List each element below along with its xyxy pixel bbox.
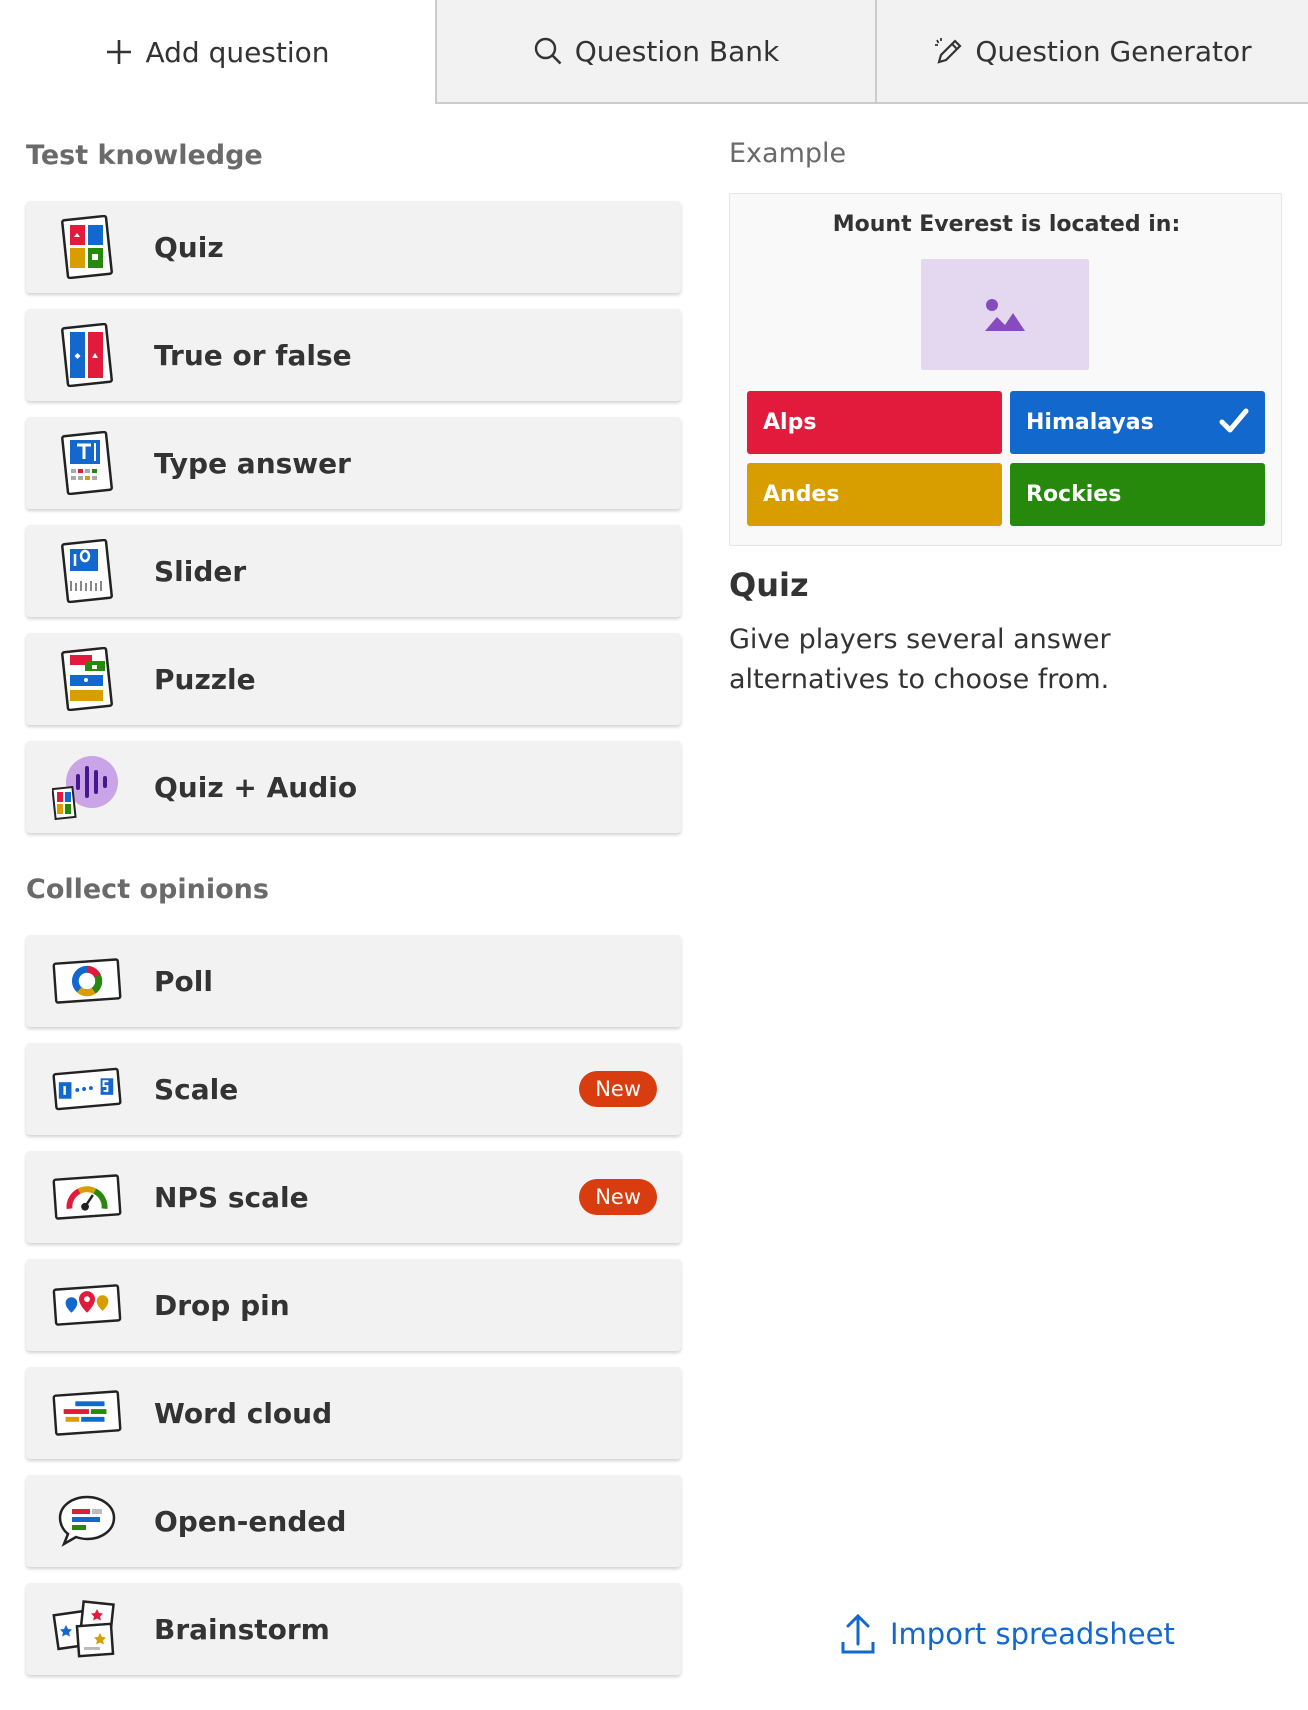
question-type-label: True or false — [154, 338, 352, 372]
image-icon — [983, 298, 1027, 332]
question-type-puzzle[interactable] — [26, 633, 681, 725]
checkmark-icon — [1219, 407, 1249, 435]
question-type-brainstorm[interactable] — [26, 1583, 681, 1675]
question-type-drop-pin[interactable] — [26, 1259, 681, 1351]
question-type-type-answer[interactable] — [26, 417, 681, 509]
poll-icon — [52, 945, 122, 1017]
plus-icon — [105, 38, 133, 66]
test-knowledge-list — [26, 201, 681, 849]
example-question: Mount Everest is located in: — [832, 212, 1181, 237]
drop-pin-icon — [52, 1269, 122, 1341]
slider-icon — [52, 535, 122, 607]
quiz-icon — [52, 211, 122, 283]
question-type-open-ended[interactable] — [26, 1475, 681, 1567]
puzzle-icon — [52, 643, 122, 715]
question-type-label: Puzzle — [154, 662, 256, 696]
section-title-collect-opinions: Collect opinions — [26, 874, 269, 905]
example-answer-rockies — [1010, 463, 1265, 526]
answer-label: Andes — [763, 482, 840, 507]
question-type-label: Slider — [154, 554, 247, 588]
question-type-label: Drop pin — [154, 1288, 290, 1322]
collect-opinions-list — [26, 935, 681, 1691]
selected-type-description: Give players several answer alternatives to choose from. — [729, 624, 1111, 695]
section-title-test-knowledge: Test knowledge — [26, 140, 263, 171]
question-type-word-cloud[interactable] — [26, 1367, 681, 1459]
brainstorm-icon — [52, 1593, 122, 1665]
question-type-label: Type answer — [154, 446, 351, 480]
nps-scale-icon — [52, 1161, 122, 1233]
example-preview-card — [729, 193, 1282, 546]
tab-question-generator-label: Question Generator — [975, 34, 1252, 68]
question-type-quiz-audio[interactable] — [26, 741, 681, 833]
tab-question-generator[interactable] — [875, 0, 1308, 104]
question-type-label: Quiz — [154, 230, 224, 264]
scale-icon — [52, 1053, 122, 1125]
answer-label: Rockies — [1026, 482, 1122, 507]
tab-bar — [0, 0, 1308, 104]
question-type-nps-scale[interactable] — [26, 1151, 681, 1243]
example-answer-alps — [747, 391, 1002, 454]
question-type-true-or-false[interactable] — [26, 309, 681, 401]
tab-question-bank-label: Question Bank — [574, 34, 780, 68]
type-answer-icon — [52, 427, 122, 499]
question-type-label: Scale — [154, 1072, 239, 1106]
example-answer-himalayas — [1010, 391, 1265, 454]
answer-label: Alps — [763, 410, 817, 435]
import-spreadsheet-link[interactable] — [840, 1612, 1175, 1656]
image-placeholder — [921, 259, 1089, 370]
question-type-label: Quiz + Audio — [154, 770, 358, 804]
question-type-label: Open-ended — [154, 1504, 347, 1538]
import-spreadsheet-label: Import spreadsheet — [890, 1617, 1175, 1651]
selected-type-title: Quiz — [729, 566, 809, 604]
question-type-label: NPS scale — [154, 1180, 309, 1214]
new-badge: New — [579, 1179, 657, 1215]
tab-question-bank[interactable] — [435, 0, 875, 104]
magic-pencil-icon — [933, 36, 963, 66]
example-answer-andes — [747, 463, 1002, 526]
question-type-label: Brainstorm — [154, 1612, 330, 1646]
question-type-label: Poll — [154, 964, 213, 998]
question-type-poll[interactable] — [26, 935, 681, 1027]
true-or-false-icon — [52, 319, 122, 391]
question-type-scale[interactable] — [26, 1043, 681, 1135]
tab-add-question[interactable] — [0, 0, 435, 104]
quiz-audio-icon — [52, 751, 122, 823]
question-type-quiz[interactable] — [26, 201, 681, 293]
search-icon — [533, 36, 563, 66]
open-ended-icon — [52, 1485, 122, 1557]
word-cloud-icon — [52, 1377, 122, 1449]
question-type-slider[interactable] — [26, 525, 681, 617]
answer-label: Himalayas — [1026, 410, 1154, 435]
upload-icon — [840, 1612, 876, 1656]
example-heading: Example — [729, 138, 847, 169]
tab-add-question-label: Add question — [145, 35, 330, 69]
new-badge: New — [579, 1071, 657, 1107]
question-type-label: Word cloud — [154, 1396, 333, 1430]
